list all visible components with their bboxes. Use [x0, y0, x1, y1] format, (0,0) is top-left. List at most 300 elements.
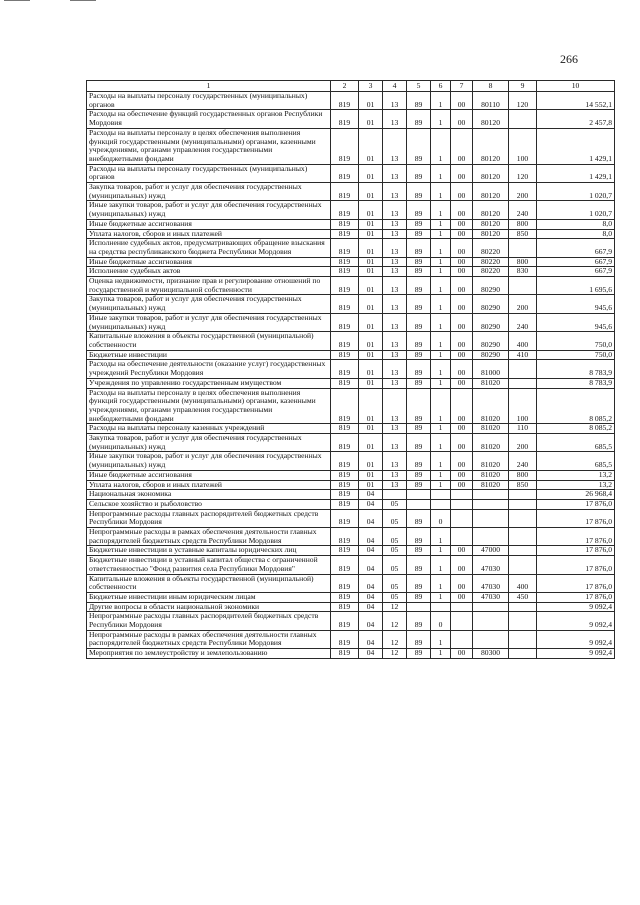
main-event-cell: 00: [451, 350, 473, 360]
subsection-cell: 13: [383, 470, 407, 480]
main-event-cell: 00: [451, 128, 473, 164]
subprogram-cell: 1: [431, 350, 451, 360]
subsection-cell: 13: [383, 257, 407, 267]
row-name-cell: Расходы на выплаты персоналу казенных учреждений: [87, 424, 331, 434]
direction-cell: 80220: [473, 267, 509, 277]
expense-type-cell: 100: [509, 388, 537, 424]
main-event-cell: 00: [451, 434, 473, 452]
table-body: [87, 92, 615, 659]
row-name-cell: Уплата налогов, сборов и иных платежей: [87, 480, 331, 490]
section-cell: 01: [359, 388, 383, 424]
section-cell: 01: [359, 92, 383, 110]
subsection-cell: 13: [383, 201, 407, 219]
subsection-cell: 13: [383, 313, 407, 331]
program-cell: 89: [407, 546, 431, 556]
amount-cell: 17 876,0: [537, 556, 615, 574]
table-row: [87, 470, 615, 480]
expense-type-cell: 800: [509, 257, 537, 267]
subsection-cell: 13: [383, 452, 407, 470]
main-event-cell: 00: [451, 92, 473, 110]
expense-type-cell: 850: [509, 480, 537, 490]
section-cell: 01: [359, 183, 383, 201]
section-cell: 01: [359, 313, 383, 331]
subsection-cell: [383, 490, 407, 500]
ministry-code-cell: 819: [331, 480, 359, 490]
table-row: [87, 434, 615, 452]
direction-cell: 80120: [473, 128, 509, 164]
expense-type-cell: 200: [509, 434, 537, 452]
expense-type-cell: [509, 649, 537, 659]
ministry-code-cell: 819: [331, 649, 359, 659]
header-cell: 7: [451, 81, 473, 92]
direction-cell: 80110: [473, 92, 509, 110]
direction-cell: 47030: [473, 592, 509, 602]
ministry-code-cell: 819: [331, 556, 359, 574]
ministry-code-cell: 819: [331, 388, 359, 424]
subprogram-cell: 1: [431, 378, 451, 388]
subsection-cell: 13: [383, 360, 407, 378]
ministry-code-cell: 819: [331, 612, 359, 630]
section-cell: 04: [359, 528, 383, 546]
table-row: [87, 239, 615, 257]
amount-cell: 17 876,0: [537, 546, 615, 556]
subprogram-cell: 1: [431, 183, 451, 201]
program-cell: 89: [407, 649, 431, 659]
direction-cell: 81000: [473, 360, 509, 378]
subprogram-cell: [431, 602, 451, 612]
program-cell: 89: [407, 201, 431, 219]
header-cell: 9: [509, 81, 537, 92]
table-row: [87, 480, 615, 490]
amount-cell: 750,0: [537, 350, 615, 360]
section-cell: 04: [359, 630, 383, 648]
subsection-cell: 13: [383, 378, 407, 388]
expense-type-cell: 200: [509, 295, 537, 313]
main-event-cell: [451, 499, 473, 509]
ministry-code-cell: 819: [331, 128, 359, 164]
main-event-cell: 00: [451, 556, 473, 574]
table-row: [87, 201, 615, 219]
subprogram-cell: [431, 490, 451, 500]
header-cell: 3: [359, 81, 383, 92]
header-cell: 10: [537, 81, 615, 92]
section-cell: 01: [359, 434, 383, 452]
main-event-cell: [451, 509, 473, 527]
subprogram-cell: 1: [431, 229, 451, 239]
subsection-cell: 13: [383, 388, 407, 424]
subprogram-cell: 0: [431, 612, 451, 630]
row-name-cell: Расходы на выплаты персоналу в целях обеспечения выполнения функций государственными (муниципальными) органами, казенными учреждениями, органами управления государственными внебюджетными фондами: [87, 388, 331, 424]
main-event-cell: 00: [451, 164, 473, 182]
expense-type-cell: 400: [509, 574, 537, 592]
subprogram-cell: 1: [431, 277, 451, 295]
expense-type-cell: 120: [509, 164, 537, 182]
row-name-cell: Непрограммные расходы главных распорядителей бюджетных средств Республики Мордовия: [87, 509, 331, 527]
direction-cell: 47000: [473, 546, 509, 556]
amount-cell: 8,0: [537, 219, 615, 229]
ministry-code-cell: 819: [331, 499, 359, 509]
section-cell: 01: [359, 480, 383, 490]
expense-type-cell: [509, 546, 537, 556]
table-row: [87, 257, 615, 267]
subprogram-cell: 1: [431, 546, 451, 556]
table-row: [87, 128, 615, 164]
direction-cell: 80290: [473, 332, 509, 350]
row-name-cell: Иные бюджетные ассигнования: [87, 257, 331, 267]
subprogram-cell: 1: [431, 239, 451, 257]
subsection-cell: 05: [383, 546, 407, 556]
subprogram-cell: 1: [431, 452, 451, 470]
header-cell: 2: [331, 81, 359, 92]
row-name-cell: Расходы на выплаты персоналу в целях обеспечения выполнения функций государственными (муниципальными) органами, казенными учреждениями, органами управления государственными внебюджетными фондами: [87, 128, 331, 164]
row-name-cell: Расходы на обеспечение деятельности (оказание услуг) государственных учреждений Республики Мордовия: [87, 360, 331, 378]
subprogram-cell: 1: [431, 110, 451, 128]
table-row: [87, 110, 615, 128]
program-cell: 89: [407, 424, 431, 434]
expense-type-cell: 410: [509, 350, 537, 360]
section-cell: 04: [359, 499, 383, 509]
program-cell: 89: [407, 92, 431, 110]
subsection-cell: 13: [383, 239, 407, 257]
program-cell: 89: [407, 267, 431, 277]
direction-cell: 81020: [473, 470, 509, 480]
subsection-cell: 13: [383, 183, 407, 201]
program-cell: 89: [407, 219, 431, 229]
direction-cell: 80220: [473, 239, 509, 257]
expense-type-cell: [509, 490, 537, 500]
subprogram-cell: 1: [431, 295, 451, 313]
subprogram-cell: 1: [431, 332, 451, 350]
program-cell: 89: [407, 556, 431, 574]
row-name-cell: Закупка товаров, работ и услуг для обеспечения государственных (муниципальных) нужд: [87, 295, 331, 313]
program-cell: 89: [407, 110, 431, 128]
row-name-cell: Иные закупки товаров, работ и услуг для обеспечения государственных (муниципальных) нужд: [87, 313, 331, 331]
program-cell: 89: [407, 332, 431, 350]
table-row: [87, 277, 615, 295]
main-event-cell: [451, 490, 473, 500]
program-cell: 89: [407, 452, 431, 470]
expense-type-cell: [509, 528, 537, 546]
program-cell: 89: [407, 574, 431, 592]
ministry-code-cell: 819: [331, 164, 359, 182]
program-cell: 89: [407, 612, 431, 630]
ministry-code-cell: 819: [331, 313, 359, 331]
main-event-cell: 00: [451, 239, 473, 257]
table-row: [87, 546, 615, 556]
main-event-cell: 00: [451, 546, 473, 556]
row-name-cell: Исполнение судебных актов: [87, 267, 331, 277]
direction-cell: 80120: [473, 110, 509, 128]
table-row: [87, 452, 615, 470]
program-cell: 89: [407, 350, 431, 360]
expense-type-cell: [509, 602, 537, 612]
table-header-row: [87, 81, 615, 92]
section-cell: 01: [359, 470, 383, 480]
subsection-cell: 05: [383, 499, 407, 509]
row-name-cell: Непрограммные расходы в рамках обеспечения деятельности главных распорядителей бюджетных средств Республики Мордовия: [87, 528, 331, 546]
row-name-cell: Уплата налогов, сборов и иных платежей: [87, 229, 331, 239]
direction-cell: 47030: [473, 556, 509, 574]
direction-cell: 47030: [473, 574, 509, 592]
direction-cell: 80290: [473, 277, 509, 295]
main-event-cell: 00: [451, 257, 473, 267]
direction-cell: [473, 509, 509, 527]
subprogram-cell: 1: [431, 630, 451, 648]
section-cell: 04: [359, 574, 383, 592]
amount-cell: 1 429,1: [537, 164, 615, 182]
amount-cell: 8 085,2: [537, 424, 615, 434]
row-name-cell: Иные закупки товаров, работ и услуг для обеспечения государственных (муниципальных) нужд: [87, 452, 331, 470]
row-name-cell: Бюджетные инвестиции в уставные капиталы юридических лиц: [87, 546, 331, 556]
section-cell: 01: [359, 378, 383, 388]
expense-type-cell: 240: [509, 452, 537, 470]
main-event-cell: 00: [451, 452, 473, 470]
program-cell: 89: [407, 592, 431, 602]
row-name-cell: Непрограммные расходы в рамках обеспечения деятельности главных распорядителей бюджетных средств Республики Мордовия: [87, 630, 331, 648]
subsection-cell: 13: [383, 110, 407, 128]
header-cell: 1: [87, 81, 331, 92]
subsection-cell: 05: [383, 556, 407, 574]
ministry-code-cell: 819: [331, 424, 359, 434]
ministry-code-cell: 819: [331, 239, 359, 257]
subprogram-cell: 1: [431, 128, 451, 164]
row-name-cell: Расходы на выплаты персоналу государственных (муниципальных) органов: [87, 164, 331, 182]
section-cell: 01: [359, 239, 383, 257]
corner-mark-left: [4, 0, 30, 1]
section-cell: 04: [359, 602, 383, 612]
subsection-cell: 05: [383, 509, 407, 527]
program-cell: 89: [407, 360, 431, 378]
table-row: [87, 295, 615, 313]
row-name-cell: Иные бюджетные ассигнования: [87, 470, 331, 480]
ministry-code-cell: 819: [331, 257, 359, 267]
program-cell: [407, 499, 431, 509]
program-cell: 89: [407, 470, 431, 480]
corner-mark-right: [70, 0, 96, 1]
subprogram-cell: 0: [431, 509, 451, 527]
subprogram-cell: 1: [431, 257, 451, 267]
expense-type-cell: 800: [509, 219, 537, 229]
main-event-cell: 00: [451, 183, 473, 201]
amount-cell: 8 085,2: [537, 388, 615, 424]
subprogram-cell: 1: [431, 649, 451, 659]
amount-cell: 8 783,9: [537, 378, 615, 388]
amount-cell: 14 552,1: [537, 92, 615, 110]
table-row: [87, 183, 615, 201]
ministry-code-cell: 819: [331, 277, 359, 295]
budget-table: [86, 80, 615, 659]
main-event-cell: 00: [451, 480, 473, 490]
amount-cell: 685,5: [537, 452, 615, 470]
amount-cell: 17 876,0: [537, 592, 615, 602]
program-cell: 89: [407, 528, 431, 546]
main-event-cell: [451, 630, 473, 648]
ministry-code-cell: 819: [331, 360, 359, 378]
ministry-code-cell: 819: [331, 630, 359, 648]
expense-type-cell: 450: [509, 592, 537, 602]
expense-type-cell: 850: [509, 229, 537, 239]
direction-cell: 80120: [473, 164, 509, 182]
ministry-code-cell: 819: [331, 267, 359, 277]
subprogram-cell: 1: [431, 424, 451, 434]
expense-type-cell: [509, 630, 537, 648]
amount-cell: 9 092,4: [537, 649, 615, 659]
subsection-cell: 12: [383, 649, 407, 659]
expense-type-cell: 400: [509, 332, 537, 350]
program-cell: 89: [407, 434, 431, 452]
row-name-cell: Мероприятия по землеустройству и землепользованию: [87, 649, 331, 659]
program-cell: 89: [407, 257, 431, 267]
section-cell: 04: [359, 592, 383, 602]
ministry-code-cell: 819: [331, 602, 359, 612]
row-name-cell: Непрограммные расходы главных распорядителей бюджетных средств Республики Мордовия: [87, 612, 331, 630]
subprogram-cell: 1: [431, 313, 451, 331]
ministry-code-cell: 819: [331, 546, 359, 556]
subprogram-cell: 1: [431, 470, 451, 480]
amount-cell: 9 092,4: [537, 630, 615, 648]
amount-cell: 750,0: [537, 332, 615, 350]
direction-cell: [473, 490, 509, 500]
expense-type-cell: 110: [509, 424, 537, 434]
main-event-cell: 00: [451, 574, 473, 592]
table-row: [87, 219, 615, 229]
row-name-cell: Закупка товаров, работ и услуг для обеспечения государственных (муниципальных) нужд: [87, 183, 331, 201]
program-cell: 89: [407, 128, 431, 164]
main-event-cell: 00: [451, 470, 473, 480]
row-name-cell: Закупка товаров, работ и услуг для обеспечения государственных (муниципальных) нужд: [87, 434, 331, 452]
section-cell: 01: [359, 110, 383, 128]
subsection-cell: 05: [383, 574, 407, 592]
table-row: [87, 499, 615, 509]
direction-cell: 80290: [473, 295, 509, 313]
main-event-cell: 00: [451, 388, 473, 424]
header-cell: 8: [473, 81, 509, 92]
row-name-cell: Другие вопросы в области национальной экономики: [87, 602, 331, 612]
amount-cell: 17 876,0: [537, 574, 615, 592]
direction-cell: 80120: [473, 201, 509, 219]
program-cell: 89: [407, 277, 431, 295]
main-event-cell: 00: [451, 332, 473, 350]
row-name-cell: Исполнение судебных актов, предусматривающих обращение взыскания на средства республиканского бюджета Республики Мордовия: [87, 239, 331, 257]
main-event-cell: [451, 612, 473, 630]
subprogram-cell: 1: [431, 592, 451, 602]
amount-cell: 667,9: [537, 239, 615, 257]
section-cell: 04: [359, 649, 383, 659]
main-event-cell: 00: [451, 277, 473, 295]
subsection-cell: 13: [383, 350, 407, 360]
page-number: 266: [560, 52, 578, 66]
table-row: [87, 332, 615, 350]
direction-cell: [473, 499, 509, 509]
row-name-cell: Иные бюджетные ассигнования: [87, 219, 331, 229]
amount-cell: 1 695,6: [537, 277, 615, 295]
direction-cell: 80120: [473, 183, 509, 201]
expense-type-cell: 240: [509, 313, 537, 331]
subsection-cell: 13: [383, 277, 407, 295]
subprogram-cell: 1: [431, 267, 451, 277]
ministry-code-cell: 819: [331, 350, 359, 360]
direction-cell: 80290: [473, 350, 509, 360]
program-cell: 89: [407, 295, 431, 313]
subsection-cell: 13: [383, 480, 407, 490]
main-event-cell: 00: [451, 219, 473, 229]
subprogram-cell: 1: [431, 434, 451, 452]
ministry-code-cell: 819: [331, 490, 359, 500]
amount-cell: 17 876,0: [537, 499, 615, 509]
amount-cell: 8,0: [537, 229, 615, 239]
subprogram-cell: 1: [431, 528, 451, 546]
direction-cell: 80120: [473, 229, 509, 239]
amount-cell: 667,9: [537, 267, 615, 277]
ministry-code-cell: 819: [331, 378, 359, 388]
section-cell: 04: [359, 490, 383, 500]
program-cell: [407, 602, 431, 612]
ministry-code-cell: 819: [331, 509, 359, 527]
row-name-cell: Иные закупки товаров, работ и услуг для обеспечения государственных (муниципальных) нужд: [87, 201, 331, 219]
subsection-cell: 13: [383, 164, 407, 182]
expense-type-cell: [509, 612, 537, 630]
amount-cell: 8 783,9: [537, 360, 615, 378]
table-row: [87, 630, 615, 648]
table-row: [87, 229, 615, 239]
main-event-cell: 00: [451, 267, 473, 277]
ministry-code-cell: 819: [331, 574, 359, 592]
section-cell: 01: [359, 229, 383, 239]
subprogram-cell: 1: [431, 480, 451, 490]
program-cell: 89: [407, 378, 431, 388]
expense-type-cell: [509, 110, 537, 128]
table-row: [87, 164, 615, 182]
row-name-cell: Национальная экономика: [87, 490, 331, 500]
main-event-cell: 00: [451, 110, 473, 128]
expense-type-cell: 830: [509, 267, 537, 277]
subsection-cell: 13: [383, 332, 407, 350]
ministry-code-cell: 819: [331, 229, 359, 239]
expense-type-cell: [509, 378, 537, 388]
row-name-cell: Бюджетные инвестиции в уставный капитал общества с ограниченной ответственностью "Фонд развития села Республики Мордовия": [87, 556, 331, 574]
expense-type-cell: 100: [509, 128, 537, 164]
program-cell: 89: [407, 480, 431, 490]
subprogram-cell: 1: [431, 360, 451, 378]
section-cell: 04: [359, 556, 383, 574]
main-event-cell: [451, 602, 473, 612]
subprogram-cell: [431, 499, 451, 509]
ministry-code-cell: 819: [331, 592, 359, 602]
direction-cell: [473, 612, 509, 630]
ministry-code-cell: 819: [331, 92, 359, 110]
table-row: [87, 350, 615, 360]
direction-cell: 81020: [473, 452, 509, 470]
program-cell: 89: [407, 164, 431, 182]
program-cell: 89: [407, 229, 431, 239]
section-cell: 01: [359, 424, 383, 434]
expense-type-cell: [509, 556, 537, 574]
row-name-cell: Капитальные вложения в объекты государственной (муниципальной) собственности: [87, 332, 331, 350]
amount-cell: 13,2: [537, 480, 615, 490]
section-cell: 01: [359, 295, 383, 313]
table-row: [87, 509, 615, 527]
table-row: [87, 574, 615, 592]
row-name-cell: Бюджетные инвестиции иным юридическим лицам: [87, 592, 331, 602]
table-row: [87, 649, 615, 659]
table-row: [87, 267, 615, 277]
amount-cell: 945,6: [537, 313, 615, 331]
subsection-cell: 13: [383, 92, 407, 110]
program-cell: 89: [407, 630, 431, 648]
subsection-cell: 05: [383, 528, 407, 546]
expense-type-cell: 200: [509, 183, 537, 201]
subsection-cell: 05: [383, 592, 407, 602]
